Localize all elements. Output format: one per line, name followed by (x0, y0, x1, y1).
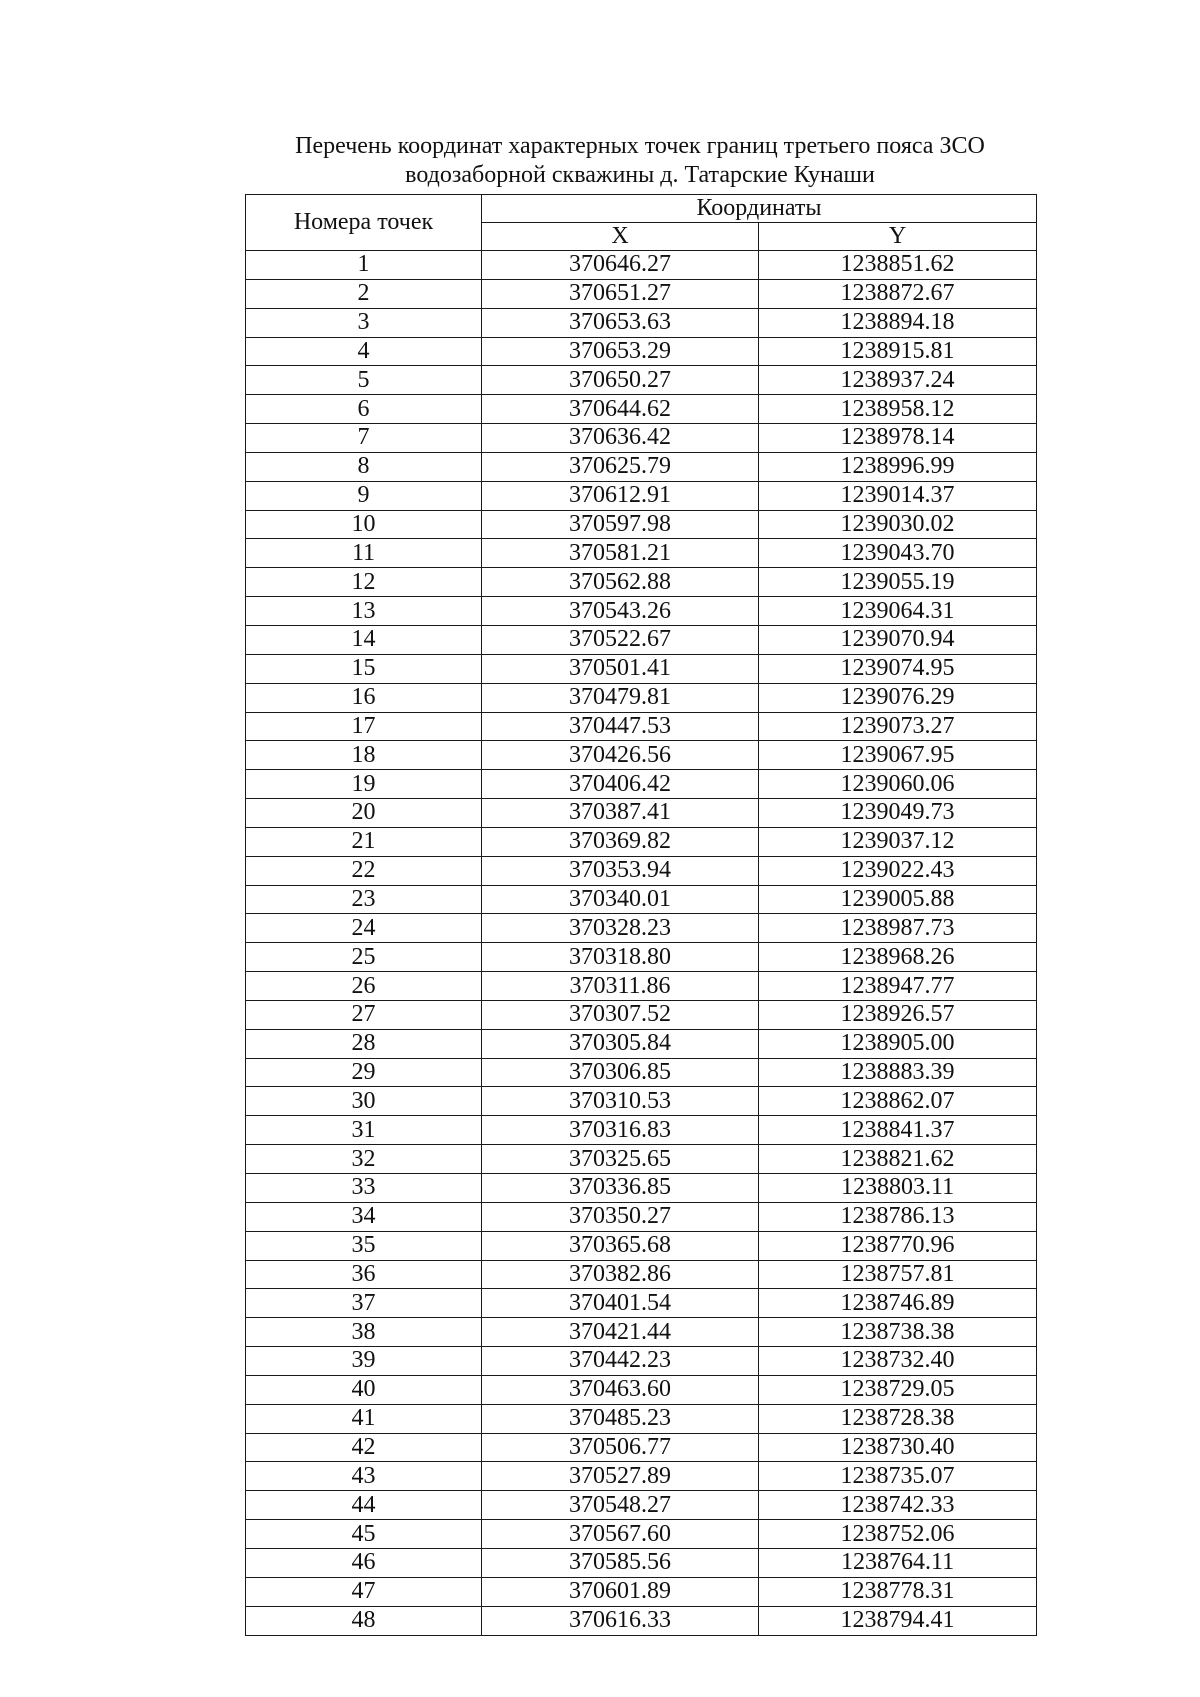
table-row (246, 568, 1037, 597)
point-number-cell: 34 (246, 1202, 482, 1231)
y-coordinate-cell: 1238794.41 (759, 1606, 1037, 1635)
point-number-cell: 13 (246, 597, 482, 626)
x-coordinate-cell: 370548.27 (482, 1491, 759, 1520)
point-number-cell: 43 (246, 1462, 482, 1491)
y-coordinate-cell: 1238905.00 (759, 1029, 1037, 1058)
y-coordinate-cell: 1239060.06 (759, 770, 1037, 799)
x-coordinate-cell: 370597.98 (482, 510, 759, 539)
point-number-cell: 33 (246, 1174, 482, 1203)
x-coordinate-cell: 370501.41 (482, 654, 759, 683)
point-number-cell: 31 (246, 1116, 482, 1145)
table-row (246, 712, 1037, 741)
x-coordinate-cell: 370306.85 (482, 1058, 759, 1087)
point-number-cell: 23 (246, 885, 482, 914)
x-coordinate-cell: 370653.29 (482, 337, 759, 366)
table-row (246, 683, 1037, 712)
y-coordinate-cell: 1239076.29 (759, 683, 1037, 712)
point-number-cell: 8 (246, 452, 482, 481)
y-coordinate-cell: 1238958.12 (759, 395, 1037, 424)
y-coordinate-cell: 1238987.73 (759, 914, 1037, 943)
point-number-cell: 40 (246, 1375, 482, 1404)
point-number-cell: 37 (246, 1289, 482, 1318)
point-number-cell: 14 (246, 625, 482, 654)
x-coordinate-cell: 370447.53 (482, 712, 759, 741)
table-row (246, 1289, 1037, 1318)
table-body (246, 251, 1037, 1636)
table-row (246, 1375, 1037, 1404)
y-coordinate-cell: 1238926.57 (759, 1000, 1037, 1029)
point-number-cell: 19 (246, 770, 482, 799)
table-row (246, 539, 1037, 568)
table-row (246, 251, 1037, 280)
point-number-cell: 15 (246, 654, 482, 683)
x-coordinate-cell: 370387.41 (482, 799, 759, 828)
header-x: X (482, 223, 759, 251)
table-row (246, 914, 1037, 943)
point-number-cell: 4 (246, 337, 482, 366)
y-coordinate-cell: 1238883.39 (759, 1058, 1037, 1087)
y-coordinate-cell: 1238757.81 (759, 1260, 1037, 1289)
y-coordinate-cell: 1238894.18 (759, 308, 1037, 337)
table-row (246, 1347, 1037, 1376)
point-number-cell: 18 (246, 741, 482, 770)
point-number-cell: 22 (246, 856, 482, 885)
y-coordinate-cell: 1239005.88 (759, 885, 1037, 914)
point-number-cell: 27 (246, 1000, 482, 1029)
x-coordinate-cell: 370479.81 (482, 683, 759, 712)
x-coordinate-cell: 370316.83 (482, 1116, 759, 1145)
x-coordinate-cell: 370646.27 (482, 251, 759, 280)
x-coordinate-cell: 370585.56 (482, 1548, 759, 1577)
y-coordinate-cell: 1239049.73 (759, 799, 1037, 828)
table-row (246, 1087, 1037, 1116)
x-coordinate-cell: 370310.53 (482, 1087, 759, 1116)
table-row (246, 1548, 1037, 1577)
x-coordinate-cell: 370625.79 (482, 452, 759, 481)
x-coordinate-cell: 370612.91 (482, 481, 759, 510)
x-coordinate-cell: 370651.27 (482, 279, 759, 308)
table-row (246, 510, 1037, 539)
table-row (246, 1145, 1037, 1174)
y-coordinate-cell: 1238730.40 (759, 1433, 1037, 1462)
point-number-cell: 1 (246, 251, 482, 280)
table-row (246, 799, 1037, 828)
x-coordinate-cell: 370506.77 (482, 1433, 759, 1462)
table-row (246, 279, 1037, 308)
y-coordinate-cell: 1238872.67 (759, 279, 1037, 308)
point-number-cell: 26 (246, 972, 482, 1001)
x-coordinate-cell: 370581.21 (482, 539, 759, 568)
x-coordinate-cell: 370522.67 (482, 625, 759, 654)
x-coordinate-cell: 370340.01 (482, 885, 759, 914)
table-row (246, 1202, 1037, 1231)
table-row (246, 856, 1037, 885)
y-coordinate-cell: 1239037.12 (759, 827, 1037, 856)
table-row (246, 1404, 1037, 1433)
x-coordinate-cell: 370616.33 (482, 1606, 759, 1635)
table-row (246, 395, 1037, 424)
point-number-cell: 10 (246, 510, 482, 539)
y-coordinate-cell: 1238778.31 (759, 1577, 1037, 1606)
y-coordinate-cell: 1238862.07 (759, 1087, 1037, 1116)
point-number-cell: 39 (246, 1347, 482, 1376)
table-row (246, 308, 1037, 337)
table-row (246, 943, 1037, 972)
point-number-cell: 41 (246, 1404, 482, 1433)
table-row (246, 1174, 1037, 1203)
y-coordinate-cell: 1238786.13 (759, 1202, 1037, 1231)
y-coordinate-cell: 1239014.37 (759, 481, 1037, 510)
table-row (246, 885, 1037, 914)
table-row (246, 1491, 1037, 1520)
y-coordinate-cell: 1239043.70 (759, 539, 1037, 568)
y-coordinate-cell: 1238915.81 (759, 337, 1037, 366)
y-coordinate-cell: 1238947.77 (759, 972, 1037, 1001)
table-row (246, 481, 1037, 510)
x-coordinate-cell: 370463.60 (482, 1375, 759, 1404)
y-coordinate-cell: 1238968.26 (759, 943, 1037, 972)
point-number-cell: 9 (246, 481, 482, 510)
y-coordinate-cell: 1239055.19 (759, 568, 1037, 597)
coordinates-table (245, 194, 1037, 1636)
table-row (246, 1520, 1037, 1549)
x-coordinate-cell: 370305.84 (482, 1029, 759, 1058)
x-coordinate-cell: 370369.82 (482, 827, 759, 856)
y-coordinate-cell: 1238732.40 (759, 1347, 1037, 1376)
x-coordinate-cell: 370365.68 (482, 1231, 759, 1260)
x-coordinate-cell: 370567.60 (482, 1520, 759, 1549)
x-coordinate-cell: 370406.42 (482, 770, 759, 799)
table-row (246, 337, 1037, 366)
x-coordinate-cell: 370543.26 (482, 597, 759, 626)
x-coordinate-cell: 370421.44 (482, 1318, 759, 1347)
x-coordinate-cell: 370485.23 (482, 1404, 759, 1433)
y-coordinate-cell: 1238746.89 (759, 1289, 1037, 1318)
point-number-cell: 6 (246, 395, 482, 424)
table-row (246, 1058, 1037, 1087)
y-coordinate-cell: 1238728.38 (759, 1404, 1037, 1433)
y-coordinate-cell: 1238742.33 (759, 1491, 1037, 1520)
title-line-2: водозаборной скважины д. Татарские Кунаши (405, 162, 875, 188)
y-coordinate-cell: 1239067.95 (759, 741, 1037, 770)
point-number-cell: 38 (246, 1318, 482, 1347)
y-coordinate-cell: 1239070.94 (759, 625, 1037, 654)
table-row (246, 1606, 1037, 1635)
table-row (246, 770, 1037, 799)
x-coordinate-cell: 370401.54 (482, 1289, 759, 1318)
y-coordinate-cell: 1239074.95 (759, 654, 1037, 683)
y-coordinate-cell: 1238729.05 (759, 1375, 1037, 1404)
document-title (245, 132, 1035, 190)
x-coordinate-cell: 370442.23 (482, 1347, 759, 1376)
x-coordinate-cell: 370311.86 (482, 972, 759, 1001)
point-number-cell: 11 (246, 539, 482, 568)
header-y: Y (759, 223, 1037, 251)
point-number-cell: 24 (246, 914, 482, 943)
table-row (246, 1318, 1037, 1347)
y-coordinate-cell: 1238770.96 (759, 1231, 1037, 1260)
x-coordinate-cell: 370636.42 (482, 424, 759, 453)
y-coordinate-cell: 1238996.99 (759, 452, 1037, 481)
point-number-cell: 32 (246, 1145, 482, 1174)
table-row (246, 424, 1037, 453)
table-row (246, 366, 1037, 395)
table-row (246, 625, 1037, 654)
point-number-cell: 44 (246, 1491, 482, 1520)
table-row (246, 1231, 1037, 1260)
point-number-cell: 48 (246, 1606, 482, 1635)
table-row (246, 452, 1037, 481)
point-number-cell: 21 (246, 827, 482, 856)
point-number-cell: 16 (246, 683, 482, 712)
point-number-cell: 7 (246, 424, 482, 453)
y-coordinate-cell: 1238821.62 (759, 1145, 1037, 1174)
x-coordinate-cell: 370601.89 (482, 1577, 759, 1606)
point-number-cell: 30 (246, 1087, 482, 1116)
x-coordinate-cell: 370350.27 (482, 1202, 759, 1231)
point-number-cell: 20 (246, 799, 482, 828)
table-row (246, 1577, 1037, 1606)
x-coordinate-cell: 370307.52 (482, 1000, 759, 1029)
point-number-cell: 45 (246, 1520, 482, 1549)
x-coordinate-cell: 370336.85 (482, 1174, 759, 1203)
table-row (246, 654, 1037, 683)
y-coordinate-cell: 1238978.14 (759, 424, 1037, 453)
y-coordinate-cell: 1239022.43 (759, 856, 1037, 885)
point-number-cell: 28 (246, 1029, 482, 1058)
x-coordinate-cell: 370644.62 (482, 395, 759, 424)
x-coordinate-cell: 370650.27 (482, 366, 759, 395)
point-number-cell: 35 (246, 1231, 482, 1260)
table-row (246, 1000, 1037, 1029)
point-number-cell: 3 (246, 308, 482, 337)
header-point-numbers: Номера точек (246, 195, 482, 251)
header-coordinates: Координаты (482, 195, 1037, 223)
y-coordinate-cell: 1238937.24 (759, 366, 1037, 395)
y-coordinate-cell: 1238764.11 (759, 1548, 1037, 1577)
x-coordinate-cell: 370527.89 (482, 1462, 759, 1491)
point-number-cell: 29 (246, 1058, 482, 1087)
table-row (246, 741, 1037, 770)
x-coordinate-cell: 370653.63 (482, 308, 759, 337)
x-coordinate-cell: 370562.88 (482, 568, 759, 597)
point-number-cell: 25 (246, 943, 482, 972)
table-row (246, 597, 1037, 626)
table-row (246, 1433, 1037, 1462)
y-coordinate-cell: 1238738.38 (759, 1318, 1037, 1347)
title-line-1: Перечень координат характерных точек границ третьего пояса ЗСО (295, 133, 985, 159)
table-row (246, 827, 1037, 856)
y-coordinate-cell: 1238851.62 (759, 251, 1037, 280)
table-row (246, 1462, 1037, 1491)
x-coordinate-cell: 370353.94 (482, 856, 759, 885)
x-coordinate-cell: 370318.80 (482, 943, 759, 972)
y-coordinate-cell: 1238803.11 (759, 1174, 1037, 1203)
table-row (246, 1029, 1037, 1058)
point-number-cell: 17 (246, 712, 482, 741)
table-row (246, 1260, 1037, 1289)
x-coordinate-cell: 370382.86 (482, 1260, 759, 1289)
x-coordinate-cell: 370426.56 (482, 741, 759, 770)
point-number-cell: 12 (246, 568, 482, 597)
y-coordinate-cell: 1239073.27 (759, 712, 1037, 741)
point-number-cell: 36 (246, 1260, 482, 1289)
y-coordinate-cell: 1238841.37 (759, 1116, 1037, 1145)
table-row (246, 972, 1037, 1001)
y-coordinate-cell: 1238735.07 (759, 1462, 1037, 1491)
point-number-cell: 47 (246, 1577, 482, 1606)
point-number-cell: 42 (246, 1433, 482, 1462)
x-coordinate-cell: 370325.65 (482, 1145, 759, 1174)
y-coordinate-cell: 1239064.31 (759, 597, 1037, 626)
point-number-cell: 46 (246, 1548, 482, 1577)
point-number-cell: 2 (246, 279, 482, 308)
x-coordinate-cell: 370328.23 (482, 914, 759, 943)
y-coordinate-cell: 1238752.06 (759, 1520, 1037, 1549)
y-coordinate-cell: 1239030.02 (759, 510, 1037, 539)
table-row (246, 1116, 1037, 1145)
point-number-cell: 5 (246, 366, 482, 395)
